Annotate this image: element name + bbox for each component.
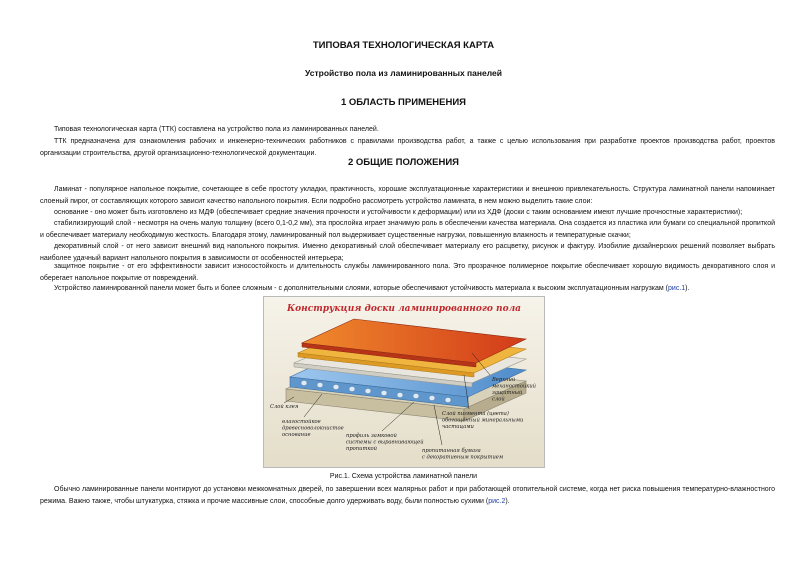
- figure-1-caption: Рис.1. Схема устройства ламинатной панели: [329, 473, 478, 480]
- document-subtitle: Устройство пола из ламинированных панелей: [304, 68, 503, 78]
- section-2-paragraph-protective: защитное покрытие - от его эффективности зависит износостойкость и длительность службы ламинированного пола. Это прозрачное полимерное покрытие обеспечивает хорошую видимость декоративного слоя и оберегает напольное покрытие от повреждений.: [40, 263, 775, 282]
- document-title: ТИПОВАЯ ТЕХНОЛОГИЧЕСКАЯ КАРТА: [312, 40, 495, 51]
- section-2-heading: 2 ОБЩИЕ ПОЛОЖЕНИЯ: [348, 157, 459, 168]
- section-2-paragraph-decorative: декоративный слой - от него зависит внешний вид напольного покрытия. Именно декоративный слой обеспечивает материалу его расцветку, рисунок и фактуру. Изобилие дизайнерских решений позволяет выбрать наиболее удачный вариант напольного покрытия в зависимости от особенностей интерьера;: [40, 243, 775, 262]
- figure-title: Конструкция доски ламинированного пола: [286, 304, 522, 314]
- label-lock-profile: профиль замковой системы с выравнивающей пропиткой: [346, 433, 424, 452]
- label-paper-layer: пропитанная бумага с декоративным покрытием: [422, 448, 504, 461]
- section-2-paragraph-base: основание - оно может быть изготовлено из МДФ (обеспечивает средние значения прочности и устойчивости к деформации) или из ХДФ (доски с таким основанием имеют лучшие прочностные характеристики);: [54, 209, 743, 216]
- installation-end: ).: [505, 497, 510, 505]
- section-1-heading: 1 ОБЛАСТЬ ПРИМЕНЕНИЯ: [340, 97, 467, 108]
- figure-ref-end: ).: [685, 285, 690, 292]
- section-2-paragraph-figure-ref: [40, 283, 775, 295]
- section-2-paragraph-stabilizing: стабилизирующий слой - несмотря на очень малую толщину (всего 0,1-0,2 мм), эта прослойка играет значимую роль в обеспечении качества материала. Она создается из пластика или бумаги со специальной пропиткой и обеспечивает материалу необходимую жесткость. Благодаря этому, ламинированный пол выдерживает существенные нагрузки, повышенную влажность и температурные скачки;: [40, 220, 775, 239]
- figure-ref-text: Устройство ламинированной панели может быть и более сложным - с дополнительными слоями, которые обеспечивают устойчивость материала к высоким эксплуатационным нагрузкам (: [54, 285, 669, 292]
- section-2-paragraph-1: Ламинат - популярное напольное покрытие, сочетающее в себе простоту укладки, практичность, хорошие эксплуатационные характеристики и внешнюю привлекательность. Структура ламинатной панели напоминает слоеный пирог, от составляющих которого зависит качество напольного покрытия. Если подробно рассмотреть устройство ламината, в нем можно выделить такие слои:: [40, 186, 775, 205]
- figure-1-link[interactable]: рис.1: [668, 285, 686, 292]
- section-1-paragraph-1: Типовая технологическая карта (ТТК) составлена на устройство пола из ламинированных панелей.: [54, 126, 379, 133]
- installation-text: Обычно ламинированные панели монтируют до установки межкомнатных дверей, по завершении всех малярных работ и при работающей отопительной системе, когда нет риска повышения температурно-влажностного режима. Важно также, чтобы штукатурка, стяжка и прочие массивные слои, способные долго удерживать воду, были полностью сухими (: [40, 486, 775, 505]
- label-glue-layer: Слой клея: [270, 404, 299, 410]
- figure-1-laminate-structure: [263, 296, 545, 468]
- label-top-layer: Верхний механостойкий защитный слой: [492, 377, 536, 403]
- label-base-layer: влагостойкое древесноволокнистое основание: [282, 419, 344, 438]
- figure-2-link[interactable]: рис.2: [488, 497, 506, 505]
- laminate-diagram: [264, 297, 544, 467]
- label-pigment-layer: Слой пигмента (цвета) обогащённый минеральными частицами: [442, 411, 524, 430]
- section-2-paragraph-installation: [40, 484, 775, 507]
- section-1-paragraph-2: ТТК предназначена для ознакомления рабочих и инженерно-технических работников с правилами производства работ, а также с целью использования при разработке проектов производства работ, проектов организации строительства, другой организационно-технологической документации.: [40, 138, 775, 157]
